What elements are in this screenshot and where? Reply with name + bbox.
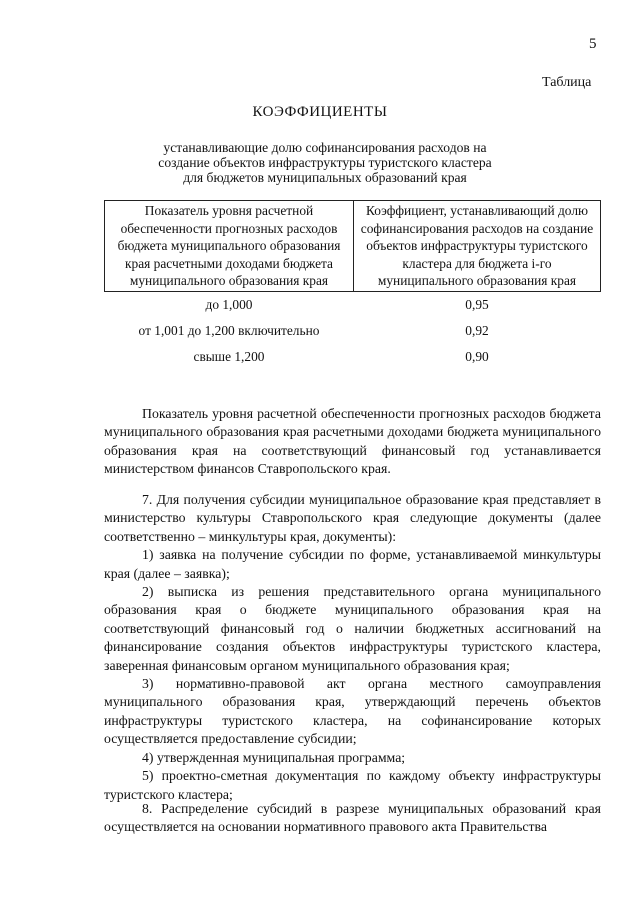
table-cell-value: 0,92	[465, 322, 489, 338]
paragraph-indicator: Показатель уровня расчетной обеспеченности прогнозных расходов бюджета муниципального образования края расчетными доходами бюджета муниципального образования края на соответствующий финансовый год устанавливается министерством финансов Ставропольского края.	[104, 406, 601, 477]
list-item: 4) утвержденная муниципальная программа;	[142, 749, 406, 765]
list-item: 2) выписка из решения представительного органа муниципального образования края о бюджете муниципального образования края на соответствующий финансовый год о наличии бюджетных ассигнований на финансирование создания объектов инфраструктуры туристского кластера, заверенная финансовым органом муниципального образования края;	[104, 584, 601, 673]
table-cell-range: свыше 1,200	[193, 348, 265, 364]
document-subtitle: устанавливающие долю софинансирования расходов на создание объектов инфраструктуры туристского кластера для бюджетов муниципальных образований края	[158, 140, 492, 185]
table-label: Таблица	[542, 75, 592, 90]
table-header-coefficient: Коэффициент, устанавливающий долю софинансирования расходов на создание объектов инфраструктуры туристского кластера для бюджета i-го муниципального образования края	[354, 201, 601, 292]
table-cell-range: до 1,000	[205, 296, 253, 312]
section-7	[104, 491, 601, 804]
section-8	[104, 800, 601, 837]
indicator-note	[104, 405, 601, 479]
coefficient-table	[104, 200, 601, 370]
table-row	[105, 318, 601, 344]
document-title: КОЭФФИЦИЕНТЫ	[252, 104, 388, 120]
page-number: 5	[589, 36, 597, 52]
table-header-indicator: Показатель уровня расчетной обеспеченности прогнозных расходов бюджета муниципального образования края расчетными доходами бюджета муниципального образования края	[105, 201, 354, 292]
table-row	[105, 291, 601, 318]
list-item: 5) проектно-сметная документация по каждому объекту инфраструктуры туристского кластера;	[104, 768, 601, 802]
paragraph-7-intro: 7. Для получения субсидии муниципальное образование края представляет в министерство культуры Ставропольского края следующие документы (далее соответственно – минкультуры края, документы):	[104, 492, 601, 544]
table-cell-value: 0,95	[465, 296, 489, 312]
paragraph-8: 8. Распределение субсидий в разрезе муниципальных образований края осуществляется на основании нормативного правового акта Правительства	[104, 801, 601, 835]
list-item: 3) нормативно-правовой акт органа местного самоуправления муниципального образования края, утверждающий перечень объектов инфраструктуры туристского кластера, на софинансирование которых осуществляется предоставление субсидии;	[104, 676, 601, 747]
table-row	[105, 344, 601, 370]
table-cell-value: 0,90	[465, 348, 489, 364]
table-cell-range: от 1,001 до 1,200 включительно	[138, 322, 320, 338]
list-item: 1) заявка на получение субсидии по форме, устанавливаемой минкультуры края (далее – заявка);	[104, 547, 601, 581]
table-header-row	[105, 201, 601, 292]
